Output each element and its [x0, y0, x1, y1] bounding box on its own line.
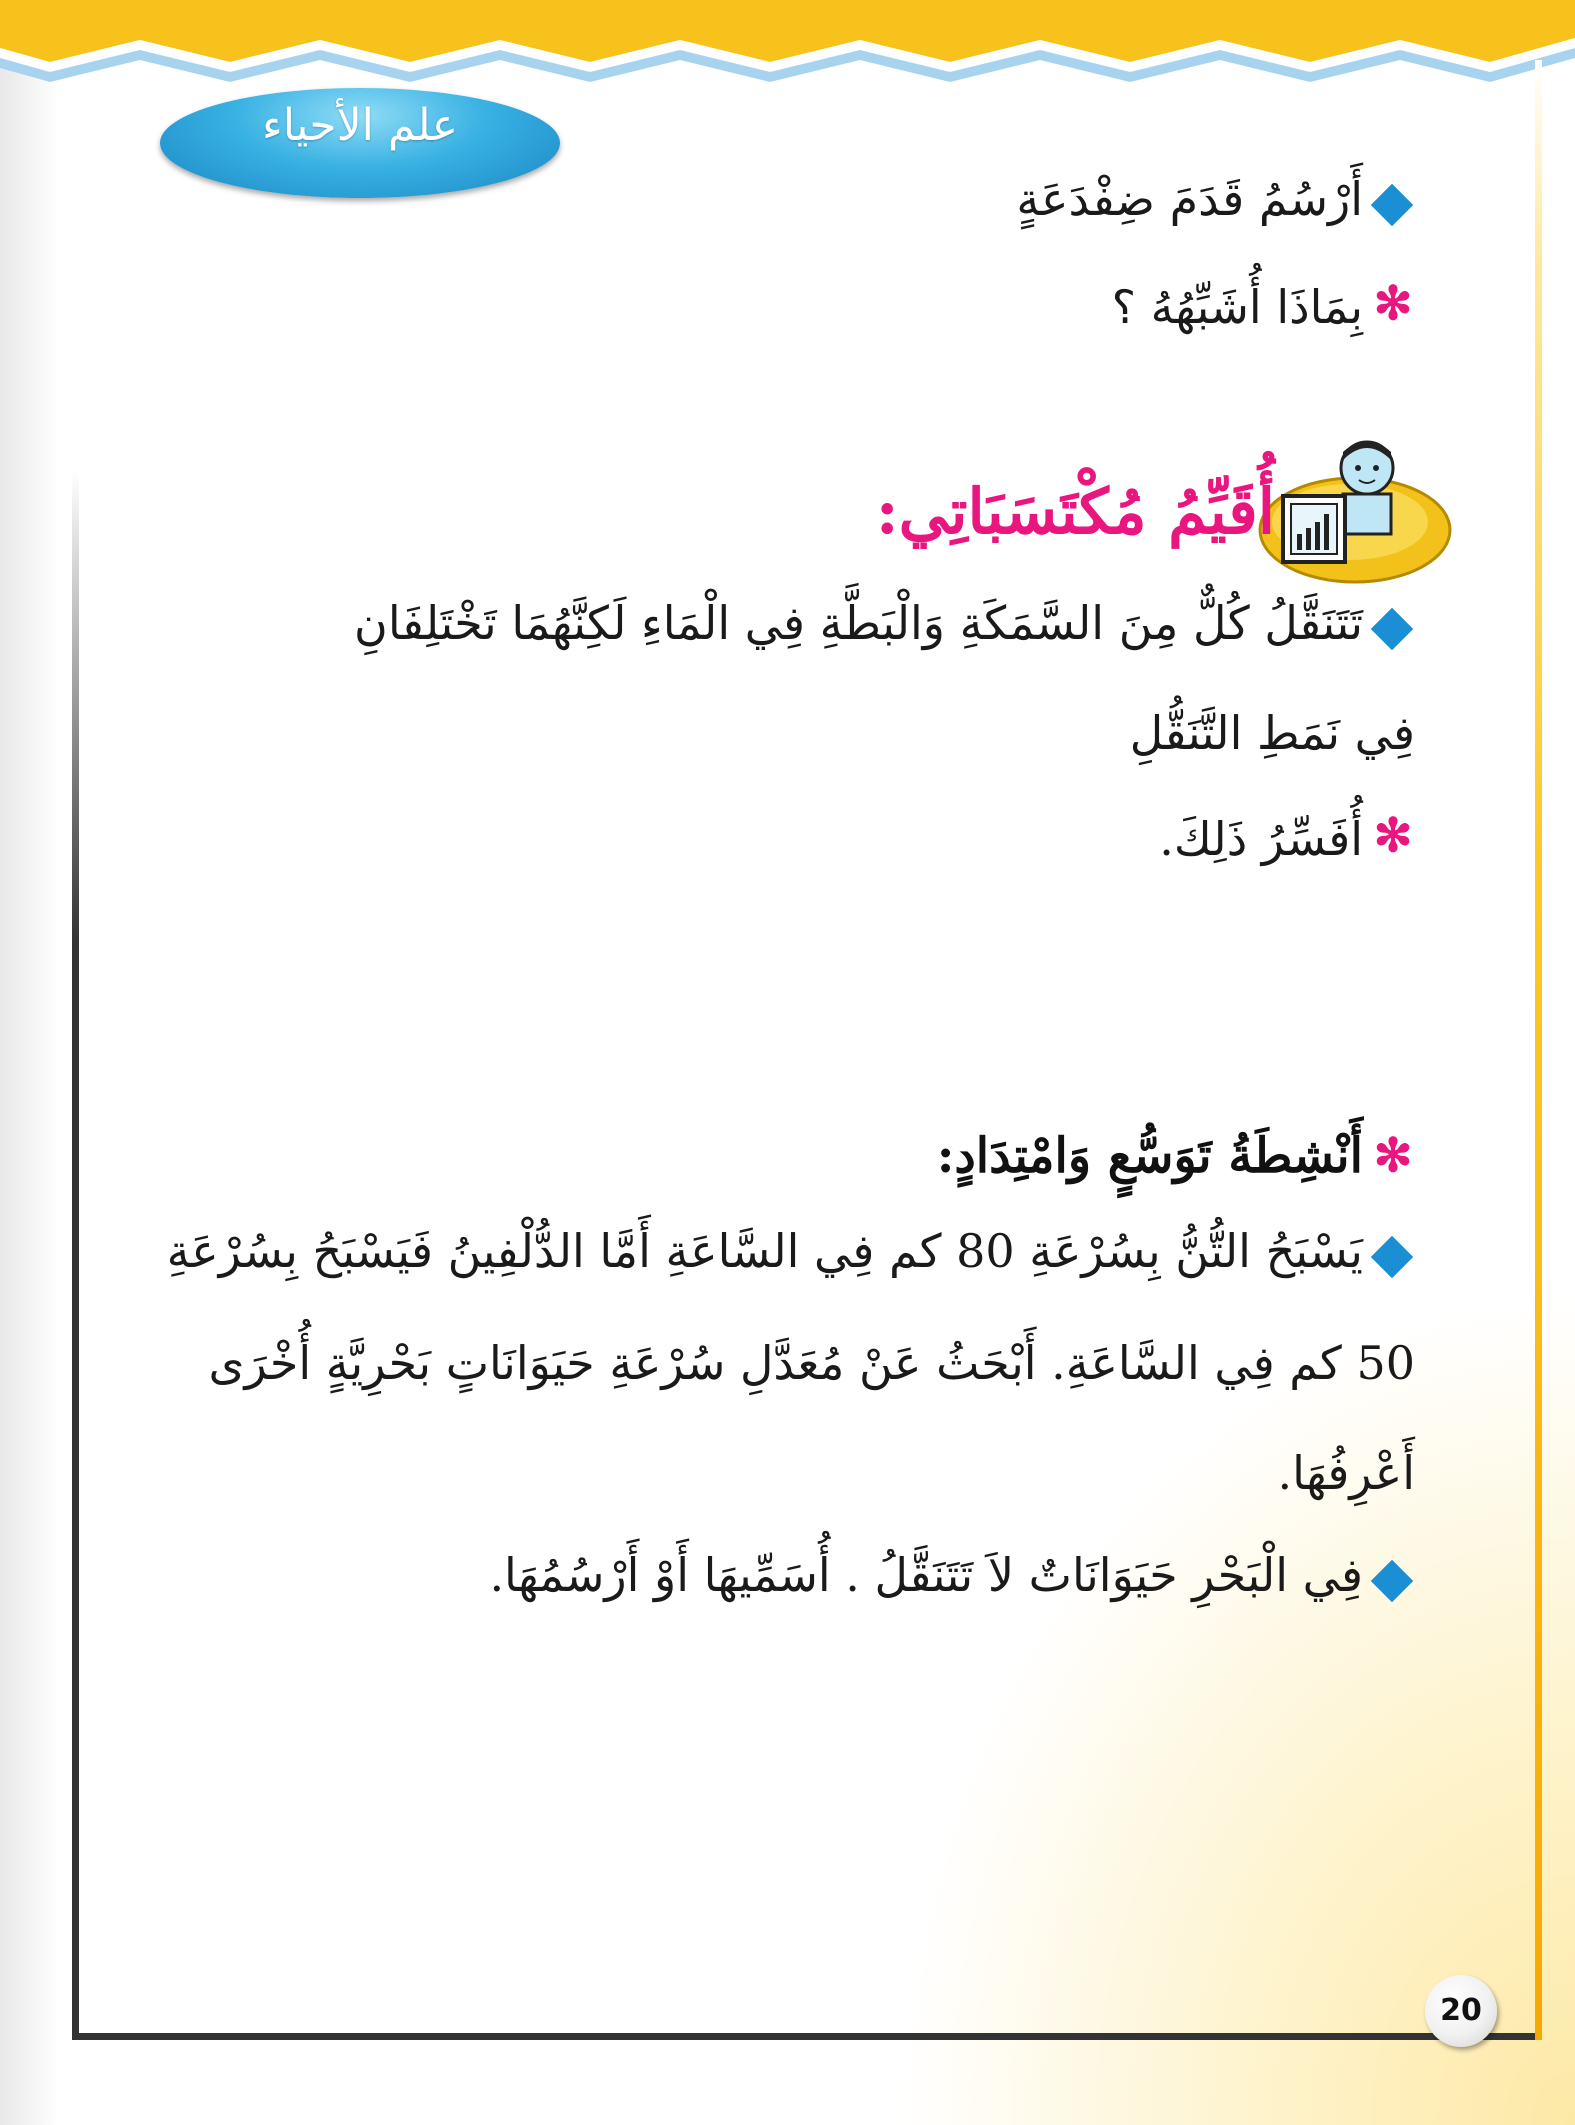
- assessment-title: أُقَيِّمُ مُكْتَسَبَاتِي:: [875, 475, 1275, 548]
- exercise-question: بِمَاذَا أُشَبِّهُهُ ؟: [1111, 280, 1363, 334]
- top-wave-banner: [0, 0, 1575, 110]
- extension-activity1-line1: يَسْبَحُ التُّنُّ بِسُرْعَةِ 80 كم فِي السَّاعَةِ أَمَّا الدُّلْفِينُ فَيَسْبَحُ بِسُرْعَةِ: [166, 1224, 1363, 1278]
- frame-bottom-border: [72, 2033, 1542, 2040]
- diamond-bullet-icon: [1371, 1236, 1413, 1278]
- teacher-chart-badge-icon: [1255, 430, 1455, 590]
- frame-right-border: [1535, 60, 1542, 2040]
- diamond-bullet-icon: [1371, 184, 1413, 226]
- exercise-task: أَرْسُمُ قَدَمَ ضِفْدَعَةٍ: [1016, 172, 1363, 226]
- section-title: علم الأحياء: [262, 100, 458, 151]
- diamond-bullet-icon: [1371, 608, 1413, 650]
- assessment-question: أُفَسِّرُ ذَلِكَ.: [1159, 812, 1363, 866]
- frame-left-border: [72, 470, 79, 2040]
- extension-title: أَنْشِطَةُ تَوَسُّعٍ وَامْتِدَادٍ:: [936, 1128, 1363, 1184]
- asterisk-icon: ✻: [1373, 808, 1413, 862]
- page-number: 20: [1425, 1975, 1497, 2047]
- extension-activity1-line3: أَعْرِفُهَا.: [1277, 1446, 1415, 1500]
- asterisk-icon: ✻: [1373, 276, 1413, 330]
- diamond-bullet-icon: [1371, 1560, 1413, 1602]
- asterisk-icon: ✻: [1373, 1128, 1413, 1182]
- assessment-statement-line2: فِي نَمَطِ التَّنَقُّلِ: [1129, 706, 1415, 760]
- extension-activity1-line2: 50 كم فِي السَّاعَةِ. أَبْحَثُ عَنْ مُعَدَّلِ سُرْعَةِ حَيَوَانَاتٍ بَحْرِيَّةٍ أُخْرَى: [208, 1336, 1415, 1390]
- extension-activity2: فِي الْبَحْرِ حَيَوَانَاتٌ لاَ تَتَنَقَّلُ . أُسَمِّيهَا أَوْ أَرْسُمُهَا.: [489, 1548, 1363, 1602]
- assessment-statement-line1: تَتَنَقَّلُ كُلٌّ مِنَ السَّمَكَةِ وَالْبَطَّةِ فِي الْمَاءِ لَكِنَّهُمَا تَخْتَلِفَانِ: [354, 596, 1363, 650]
